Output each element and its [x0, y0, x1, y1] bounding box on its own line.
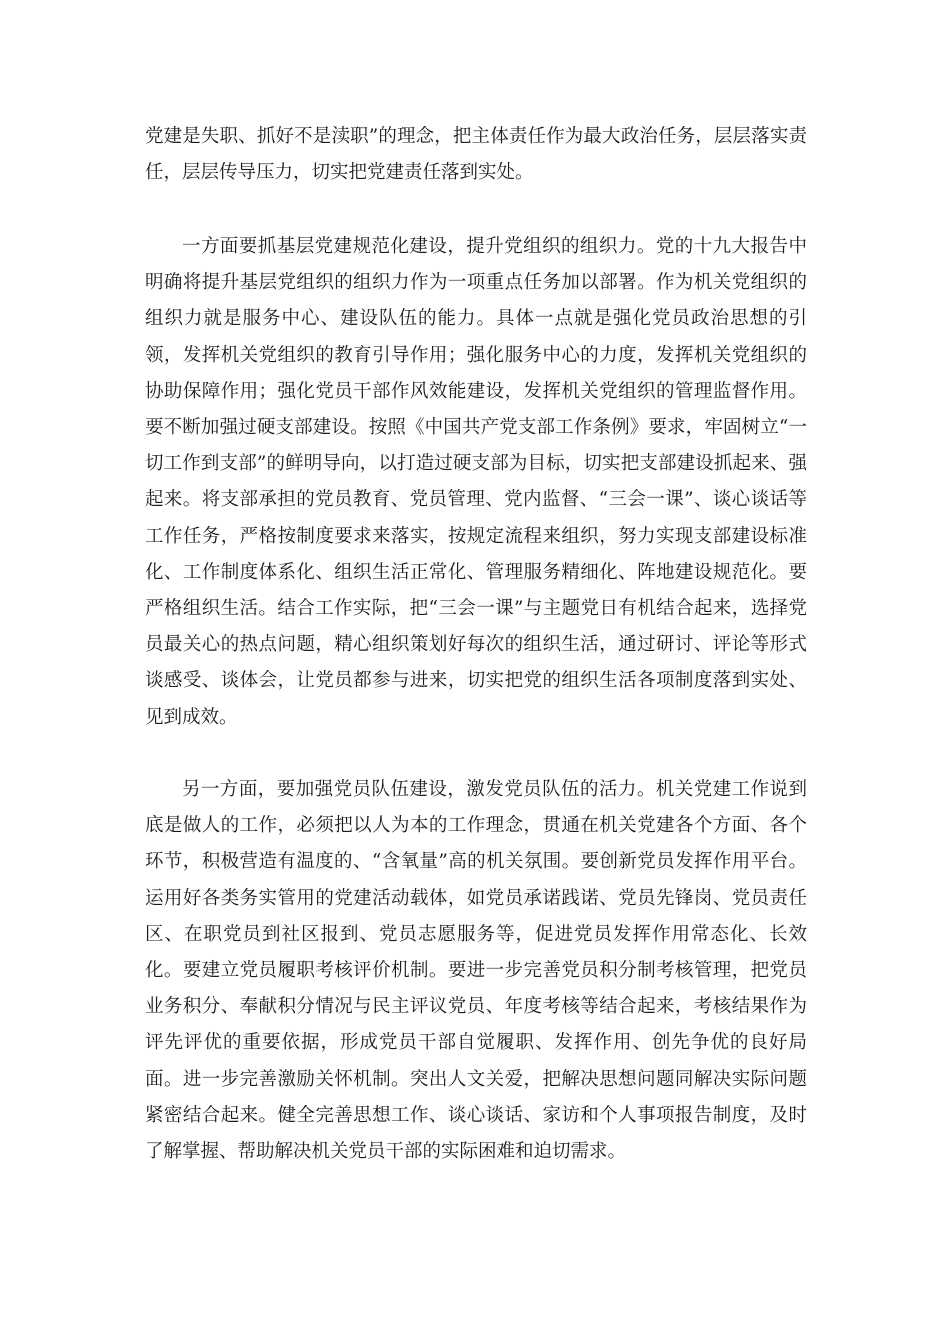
paragraph-continuation: 党建是失职、抓好不是渎职”的理念，把主体责任作为最大政治任务，层层落实责任，层层传导压力，切实把党建责任落到实处。 — [145, 126, 807, 184]
paragraph-party-member-team-building: 另一方面，要加强党员队伍建设，激发党员队伍的活力。机关党建工作说到底是做人的工作，必须把以人为本的工作理念，贯通在机关党建各个方面、各个环节，积极营造有温度的、“含氧量”高的机关氛围。要创新党员发挥作用平台。运用好各类务实管用的党建活动载体，如党员承诺践诺、党员先锋岗、党员责任区、在职党员到社区报到、党员志愿服务等，促进党员发挥作用常态化、长效化。要建立党员履职考核评价机制。要进一步完善党员积分制考核管理，把党员业务积分、奉献积分情况与民主评议党员、年度考核等结合起来，考核结果作为评先评优的重要依据，形成党员干部自觉履职、发挥作用、创先争优的良好局面。进一步完善激励关怀机制。突出人文关爱，把解决思想问题同解决实际问题紧密结合起来。健全完善思想工作、谈心谈话、家访和个人事项报告制度，及时了解掌握、帮助解决机关党员干部的实际困难和迫切需求。 — [145, 779, 807, 1163]
paragraph-grassroots-party-building: 一方面要抓基层党建规范化建设，提升党组织的组织力。党的十九大报告中明确将提升基层党组织的组织力作为一项重点任务加以部署。作为机关党组织的组织力就是服务中心、建设队伍的能力。具体一点就是强化党员政治思想的引领，发挥机关党组织的教育引导作用；强化服务中心的力度，发挥机关党组织的协助保障作用；强化党员干部作风效能建设，发挥机关党组织的管理监督作用。要不断加强过硬支部建设。按照《中国共产党支部工作条例》要求，牢固树立“一切工作到支部”的鲜明导向，以打造过硬支部为目标，切实把支部建设抓起来、强起来。将支部承担的党员教育、党员管理、党内监督、“三会一课”、谈心谈话等工作任务，严格按制度要求来落实，按规定流程来组织，努力实现支部建设标准化、工作制度体系化、组织生活正常化、管理服务精细化、阵地建设规范化。要严格组织生活。结合工作实际，把“三会一课”与主题党日有机结合起来，选择党员最关心的热点问题，精心组织策划好每次的组织生活，通过研讨、评论等形式谈感受、谈体会，让党员都参与进来，切实把党的组织生活各项制度落到实处、见到成效。 — [145, 236, 807, 728]
